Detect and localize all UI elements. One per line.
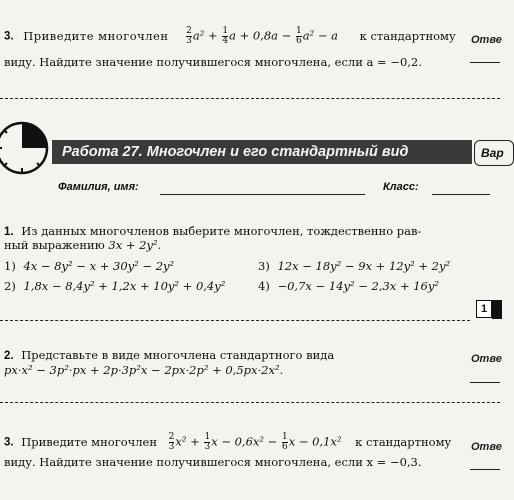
- denominator: 4: [222, 36, 229, 46]
- task-text: к стандартному: [355, 434, 452, 449]
- answer-box-edge: [492, 300, 502, 319]
- numerator: 1: [222, 26, 229, 36]
- task-text: Приведите многочлен: [21, 434, 158, 449]
- section-divider: [0, 320, 470, 321]
- surname-label: Фамилия, имя:: [58, 181, 139, 193]
- option-1[interactable]: [4, 259, 174, 273]
- clock-icon: [0, 118, 58, 176]
- class-field-line[interactable]: [432, 194, 490, 195]
- option-2[interactable]: [4, 279, 225, 293]
- term: x² +: [175, 434, 200, 449]
- fraction: [204, 433, 210, 452]
- answer-line: [470, 469, 500, 470]
- fraction: [186, 27, 192, 46]
- task-number: 2.: [4, 350, 14, 362]
- denominator: 3: [204, 442, 211, 452]
- fraction: [222, 27, 228, 46]
- numerator: 2: [186, 26, 192, 36]
- task2-line1: [4, 348, 334, 363]
- answer-label: Отве: [471, 441, 502, 453]
- class-label: Класс:: [383, 181, 419, 193]
- task3-bottom-line2: виду. Найдите значение получившегося многочлена, если x = −0,3.: [4, 455, 422, 469]
- task-text: Представьте в виде многочлена стандартного вида: [21, 348, 335, 362]
- numerator: 2: [168, 432, 175, 442]
- task-number: 3.: [4, 436, 14, 449]
- task2-expression: px·x² − 3p²·px + 2p·3p²x − 2px·2p² + 0,5px·2x².: [4, 363, 284, 377]
- task-text: к стандартному: [359, 28, 456, 43]
- variant-box: Вар: [474, 140, 514, 166]
- task3-top-line1: [4, 27, 456, 46]
- fraction: [282, 433, 288, 452]
- task-number: 3.: [4, 30, 14, 43]
- option-label: 3): [258, 259, 270, 273]
- term: a + 0,8a −: [229, 28, 292, 43]
- expression: 3x + 2y².: [108, 238, 162, 252]
- work-title: Работа 27. Многочлен и его стандартный вид: [52, 140, 472, 164]
- denominator: 3: [168, 442, 175, 452]
- task1-line2: [4, 238, 161, 252]
- section-divider: [0, 98, 500, 99]
- answer-line: [470, 62, 500, 63]
- task-text: ный выражению: [4, 238, 109, 252]
- option-expr: 1,8x − 8,4y² + 1,2x + 10y² + 0,4y²: [23, 279, 226, 293]
- term: x − 0,1x²: [288, 434, 342, 449]
- denominator: 3: [186, 36, 192, 46]
- task-text: Приведите многочлен: [23, 28, 169, 43]
- answer-line: [470, 382, 500, 383]
- denominator: 6: [281, 442, 288, 452]
- answer-box[interactable]: 1: [476, 300, 492, 318]
- option-label: 4): [258, 279, 270, 293]
- option-3[interactable]: [258, 259, 450, 273]
- option-expr: 4x − 8y² − x + 30y² − 2y²: [23, 259, 175, 273]
- option-expr: 12x − 18y² − 9x + 12y² + 2y²: [277, 259, 451, 273]
- answer-label: Отве: [471, 34, 502, 46]
- fraction: [169, 433, 175, 452]
- fraction: [296, 27, 302, 46]
- surname-field-line[interactable]: [160, 194, 365, 195]
- task3-top-line2: виду. Найдите значение получившегося многочлена, если a = −0,2.: [4, 55, 422, 69]
- term: a² − a: [302, 28, 338, 43]
- option-expr: −0,7x − 14y² − 2,3x + 16y²: [277, 279, 439, 293]
- term: a² +: [192, 28, 218, 43]
- task-text: Из данных многочленов выберите многочлен, тождественно рав-: [21, 224, 422, 238]
- term: x − 0,6x² −: [211, 434, 278, 449]
- option-4[interactable]: [258, 279, 439, 293]
- option-label: 1): [4, 259, 16, 273]
- answer-label: Отве: [471, 353, 502, 365]
- task1-line1: [4, 224, 421, 239]
- numerator: 1: [295, 26, 302, 36]
- task3-bottom-line1: [4, 433, 451, 452]
- section-divider: [0, 402, 500, 403]
- task-number: 1.: [4, 226, 14, 238]
- option-label: 2): [4, 279, 16, 293]
- numerator: 1: [204, 432, 211, 442]
- denominator: 6: [295, 36, 302, 46]
- numerator: 1: [281, 432, 288, 442]
